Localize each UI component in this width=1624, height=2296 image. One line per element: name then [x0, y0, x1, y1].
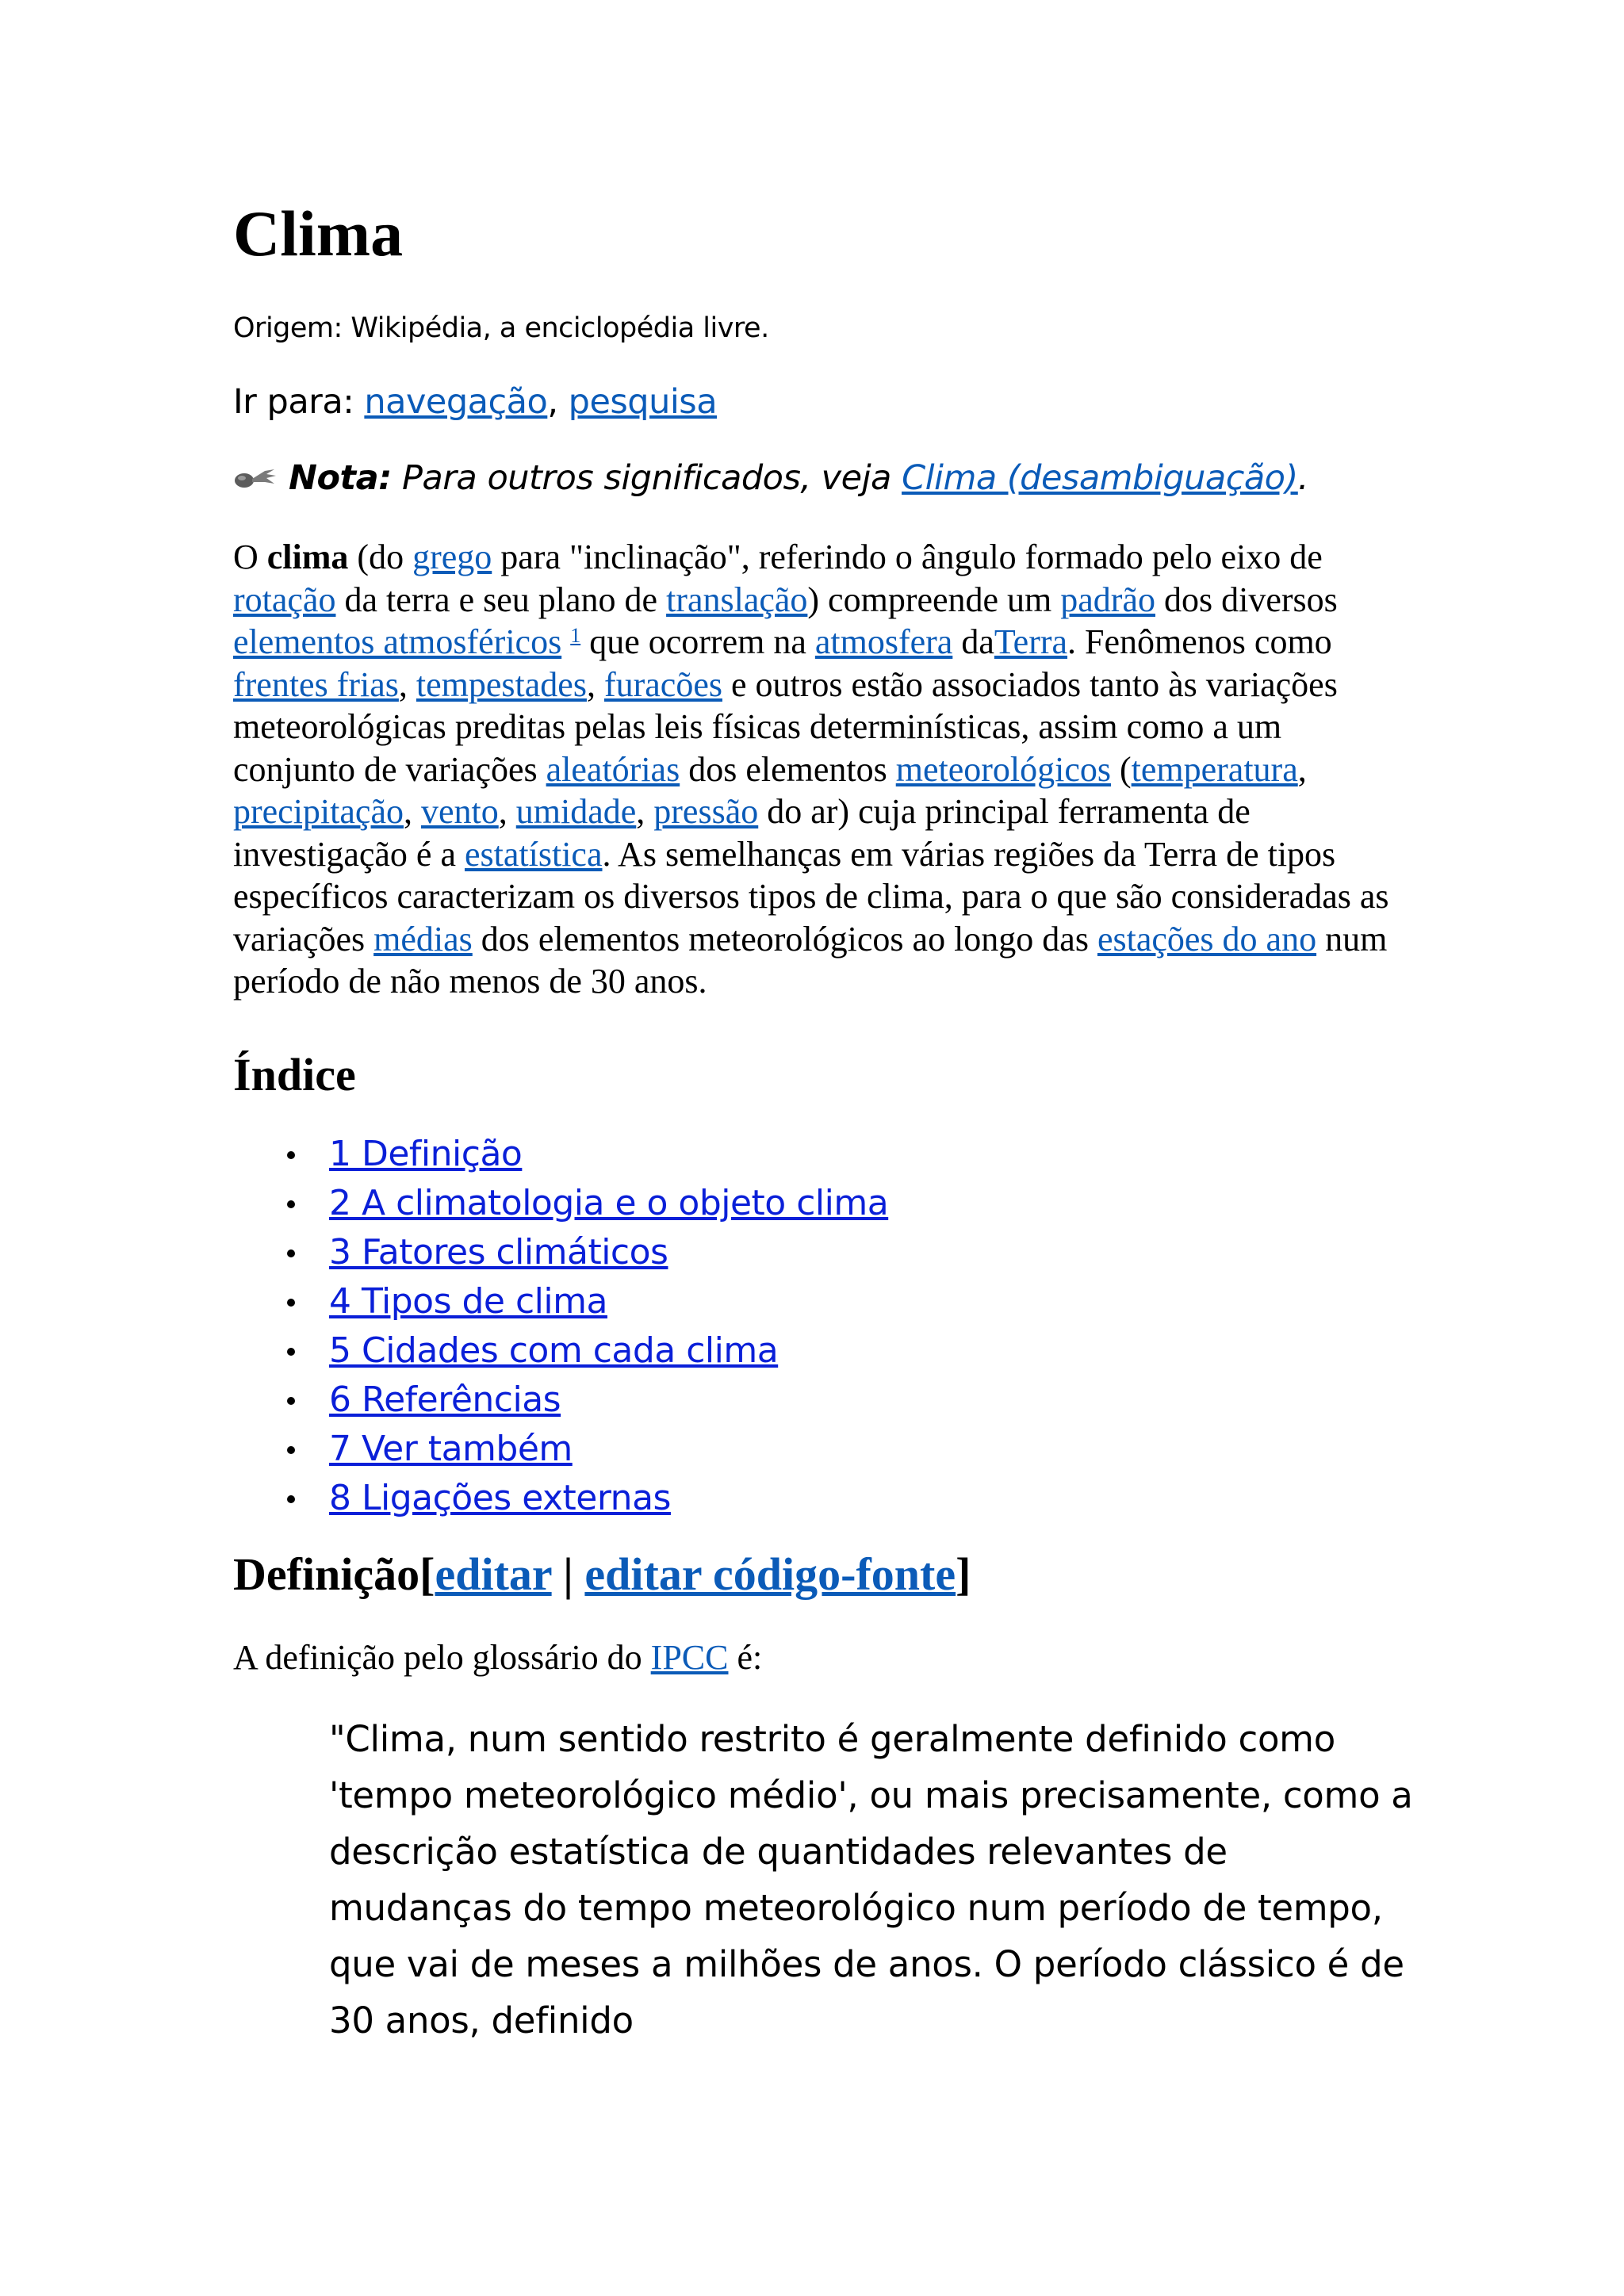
toc-link-referencias[interactable]: 6 Referências [329, 1379, 561, 1420]
toc-item [233, 1228, 1407, 1277]
intro-text: O [233, 538, 267, 576]
link-meteorologicos[interactable]: meteorológicos [895, 749, 1111, 789]
link-grego[interactable]: grego [412, 538, 492, 576]
toc-link-definicao[interactable]: 1 Definição [329, 1133, 523, 1174]
jump-search-link[interactable]: pesquisa [568, 382, 718, 422]
toc-link-ver-tambem[interactable]: 7 Ver também [329, 1428, 573, 1469]
edit-bracket-close: ] [956, 1548, 971, 1600]
definition-heading [233, 1548, 1407, 1600]
intro-text: da [952, 622, 994, 661]
link-medias[interactable]: médias [373, 919, 473, 959]
edit-link[interactable]: editar [435, 1548, 552, 1600]
intro-text: ( [1110, 749, 1132, 789]
definition-intro [233, 1637, 1407, 1678]
toc-item [233, 1474, 1407, 1523]
intro-text: do ar) cuja principal ferramenta de investigação é a [233, 792, 1251, 874]
intro-text: . As semelhanças em várias regiões da Terra de tipos específicos caracterizam os diversos tipos de clima, para o que são consideradas as variações [233, 834, 1389, 959]
intro-text [561, 622, 570, 661]
jump-separator: , [547, 382, 569, 422]
intro-text: , [1297, 749, 1307, 789]
toc-heading: Índice [233, 1048, 356, 1100]
link-rotacao[interactable]: rotação [233, 580, 336, 619]
link-padrao[interactable]: padrão [1060, 580, 1155, 619]
definition-intro-text: A definição pelo glossário do [233, 1637, 651, 1677]
toc-link-fatores[interactable]: 3 Fatores climáticos [329, 1231, 668, 1272]
link-terra[interactable]: Terra [994, 622, 1068, 661]
jump-links [233, 382, 1407, 422]
reference-link-1[interactable]: 1 [570, 624, 581, 647]
note-text: Para outros significados, veja [391, 458, 902, 498]
article [233, 184, 1413, 2049]
link-elementos-atmosfericos[interactable]: elementos atmosféricos [233, 622, 562, 661]
link-estatistica[interactable]: estatística [464, 834, 603, 874]
intro-text: dos elementos [680, 749, 896, 789]
toc-link-cidades[interactable]: 5 Cidades com cada clima [329, 1330, 779, 1371]
disambiguation-icon [233, 466, 278, 490]
link-ipcc[interactable]: IPCC [650, 1637, 729, 1677]
intro-text: , [636, 792, 654, 831]
definition-heading-text: Definição [233, 1548, 420, 1600]
toc-link-ligacoes[interactable]: 8 Ligações externas [329, 1477, 671, 1518]
intro-text: , [498, 792, 516, 831]
toc-link-tipos[interactable]: 4 Tipos de clima [329, 1280, 607, 1322]
link-atmosfera[interactable]: atmosfera [814, 622, 953, 661]
toc-item [233, 1425, 1407, 1474]
intro-text: e outros estão associados tanto às variações meteorológicas preditas pelas leis físicas determinísticas, assim como a um conjunto de variações [233, 664, 1338, 789]
toc-item [233, 1277, 1407, 1326]
intro-text: dos diversos [1155, 580, 1338, 619]
origin-line: Origem: Wikipédia, a enciclopédia livre. [233, 312, 769, 344]
link-aleatorias[interactable]: aleatórias [546, 749, 680, 789]
intro-text: , [398, 664, 416, 704]
link-precipitacao[interactable]: precipitação [233, 792, 404, 831]
toc-list [233, 1130, 1407, 1523]
note-end: . [1297, 458, 1308, 498]
intro-text: . Fenômenos como [1067, 622, 1332, 661]
intro-text: ) compreende um [807, 580, 1061, 619]
intro-bold-term: clima [266, 538, 349, 576]
disambiguation-note [233, 458, 1407, 498]
intro-text: (do [348, 538, 413, 576]
intro-text: dos elementos meteorológicos ao longo das [472, 919, 1097, 959]
intro-text: , [403, 792, 421, 831]
toc-item [233, 1376, 1407, 1425]
edit-source-link[interactable]: editar código-fonte [584, 1548, 956, 1600]
link-furacoes[interactable]: furacões [603, 664, 722, 704]
toc-item [233, 1130, 1407, 1179]
link-vento[interactable]: vento [420, 792, 499, 831]
intro-paragraph [233, 536, 1399, 1003]
link-temperatura[interactable]: temperatura [1131, 749, 1298, 789]
page-title: Clima [233, 197, 404, 270]
definition-quote: "Clima, num sentido restrito é geralmente definido como 'tempo meteorológico médio', ou mais precisamente, como a descrição estatística de quantidades relevantes de mudanças do tempo meteorológico num período de tempo, que vai de meses a milhões de anos. O período clássico é de 30 anos, definido [329, 1717, 1413, 2042]
toc-item [233, 1326, 1407, 1376]
jump-navigation-link[interactable]: navegação [364, 382, 548, 422]
link-estacoes-do-ano[interactable]: estações do ano [1097, 919, 1317, 959]
intro-text: para "inclinação", referindo o ângulo formado pelo eixo de [492, 538, 1323, 576]
jump-prefix: Ir para: [233, 382, 365, 422]
link-tempestades[interactable]: tempestades [416, 664, 587, 704]
note-label: Nota: [289, 458, 392, 498]
intro-text: num período de não menos de 30 anos. [233, 919, 1388, 1001]
intro-text: , [586, 664, 604, 704]
definition-intro-text: é: [728, 1637, 763, 1677]
link-pressao[interactable]: pressão [653, 792, 759, 831]
intro-text: que ocorrem na [580, 622, 815, 661]
edit-separator: | [551, 1548, 585, 1600]
edit-bracket-open: [ [419, 1548, 435, 1600]
link-translacao[interactable]: translação [666, 580, 808, 619]
link-umidade[interactable]: umidade [515, 792, 637, 831]
disambiguation-link[interactable]: Clima (desambiguação) [902, 458, 1298, 498]
link-frentes-frias[interactable]: frentes frias [233, 664, 399, 704]
intro-text: da terra e seu plano de [335, 580, 667, 619]
toc-link-climatologia[interactable]: 2 A climatologia e o objeto clima [329, 1182, 889, 1223]
toc-item [233, 1179, 1407, 1228]
